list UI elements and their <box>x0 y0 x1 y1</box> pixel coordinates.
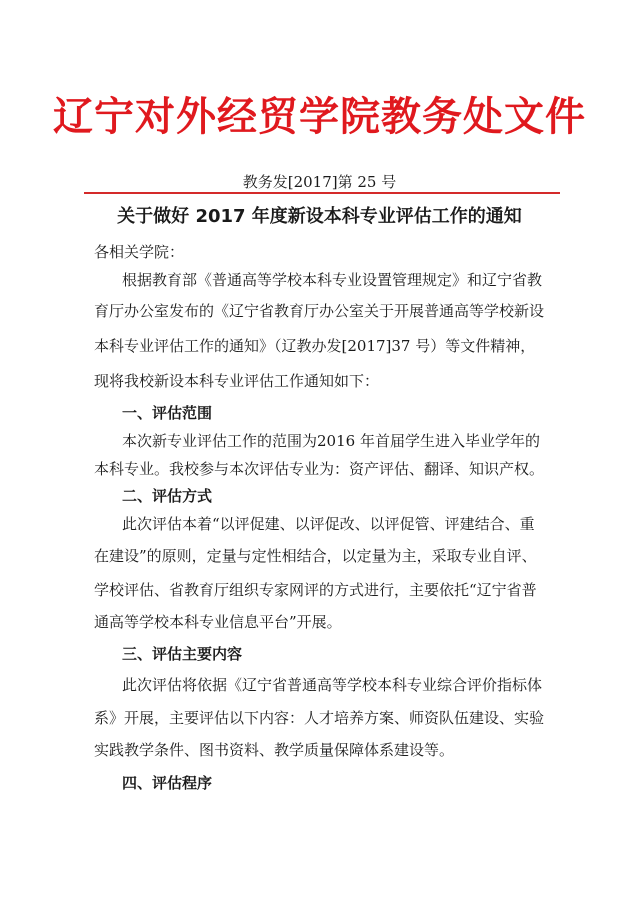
section-line: 此次评估将依据《辽宁省普通高等学校本科专业综合评价指标体 <box>122 676 543 694</box>
notice-title: 关于做好 2017 年度新设本科专业评估工作的通知 <box>117 206 522 227</box>
section-heading-content: 三、评估主要内容 <box>122 645 243 663</box>
section-line: 学校评估、省教育厅组织专家网评的方式进行，主要依托“辽宁省普 <box>94 581 537 599</box>
intro-line: 育厅办公室发布的《辽宁省教育厅办公室关于开展普通高等学校新设 <box>94 302 545 320</box>
section-line: 系》开展，主要评估以下内容：人才培养方案、师资队伍建设、实验 <box>94 709 545 727</box>
document-number: 教务发[2017]第 25 号 <box>242 173 397 191</box>
section-heading-method: 二、评估方式 <box>122 487 213 505</box>
section-line: 此次评估本着“以评促建、以评促改、以评促管、评建结合、重 <box>122 515 535 533</box>
issuer-header-title: 辽宁对外经贸学院教务处文件 <box>53 93 586 140</box>
section-line: 通高等学校本科专业信息平台”开展。 <box>94 613 342 631</box>
intro-line: 现将我校新设本科专业评估工作通知如下： <box>94 372 380 390</box>
section-line: 本次新专业评估工作的范围为2016 年首届学生进入毕业学年的 <box>122 432 540 450</box>
salutation: 各相关学院： <box>94 243 185 261</box>
red-divider-line <box>84 192 560 194</box>
section-heading-scope: 一、评估范围 <box>122 404 213 422</box>
section-line: 本科专业。我校参与本次评估专业为：资产评估、翻译、知识产权。 <box>94 460 545 478</box>
intro-line: 根据教育部《普通高等学校本科专业设置管理规定》和辽宁省教 <box>122 271 543 289</box>
intro-line: 本科专业评估工作的通知》（辽教办发[2017]37 号）等文件精神， <box>94 337 536 355</box>
section-line: 在建设”的原则，定量与定性相结合，以定量为主，采取专业自评、 <box>94 547 537 565</box>
section-heading-procedure: 四、评估程序 <box>122 774 213 792</box>
section-line: 实践教学条件、图书资料、教学质量保障体系建设等。 <box>94 741 455 759</box>
